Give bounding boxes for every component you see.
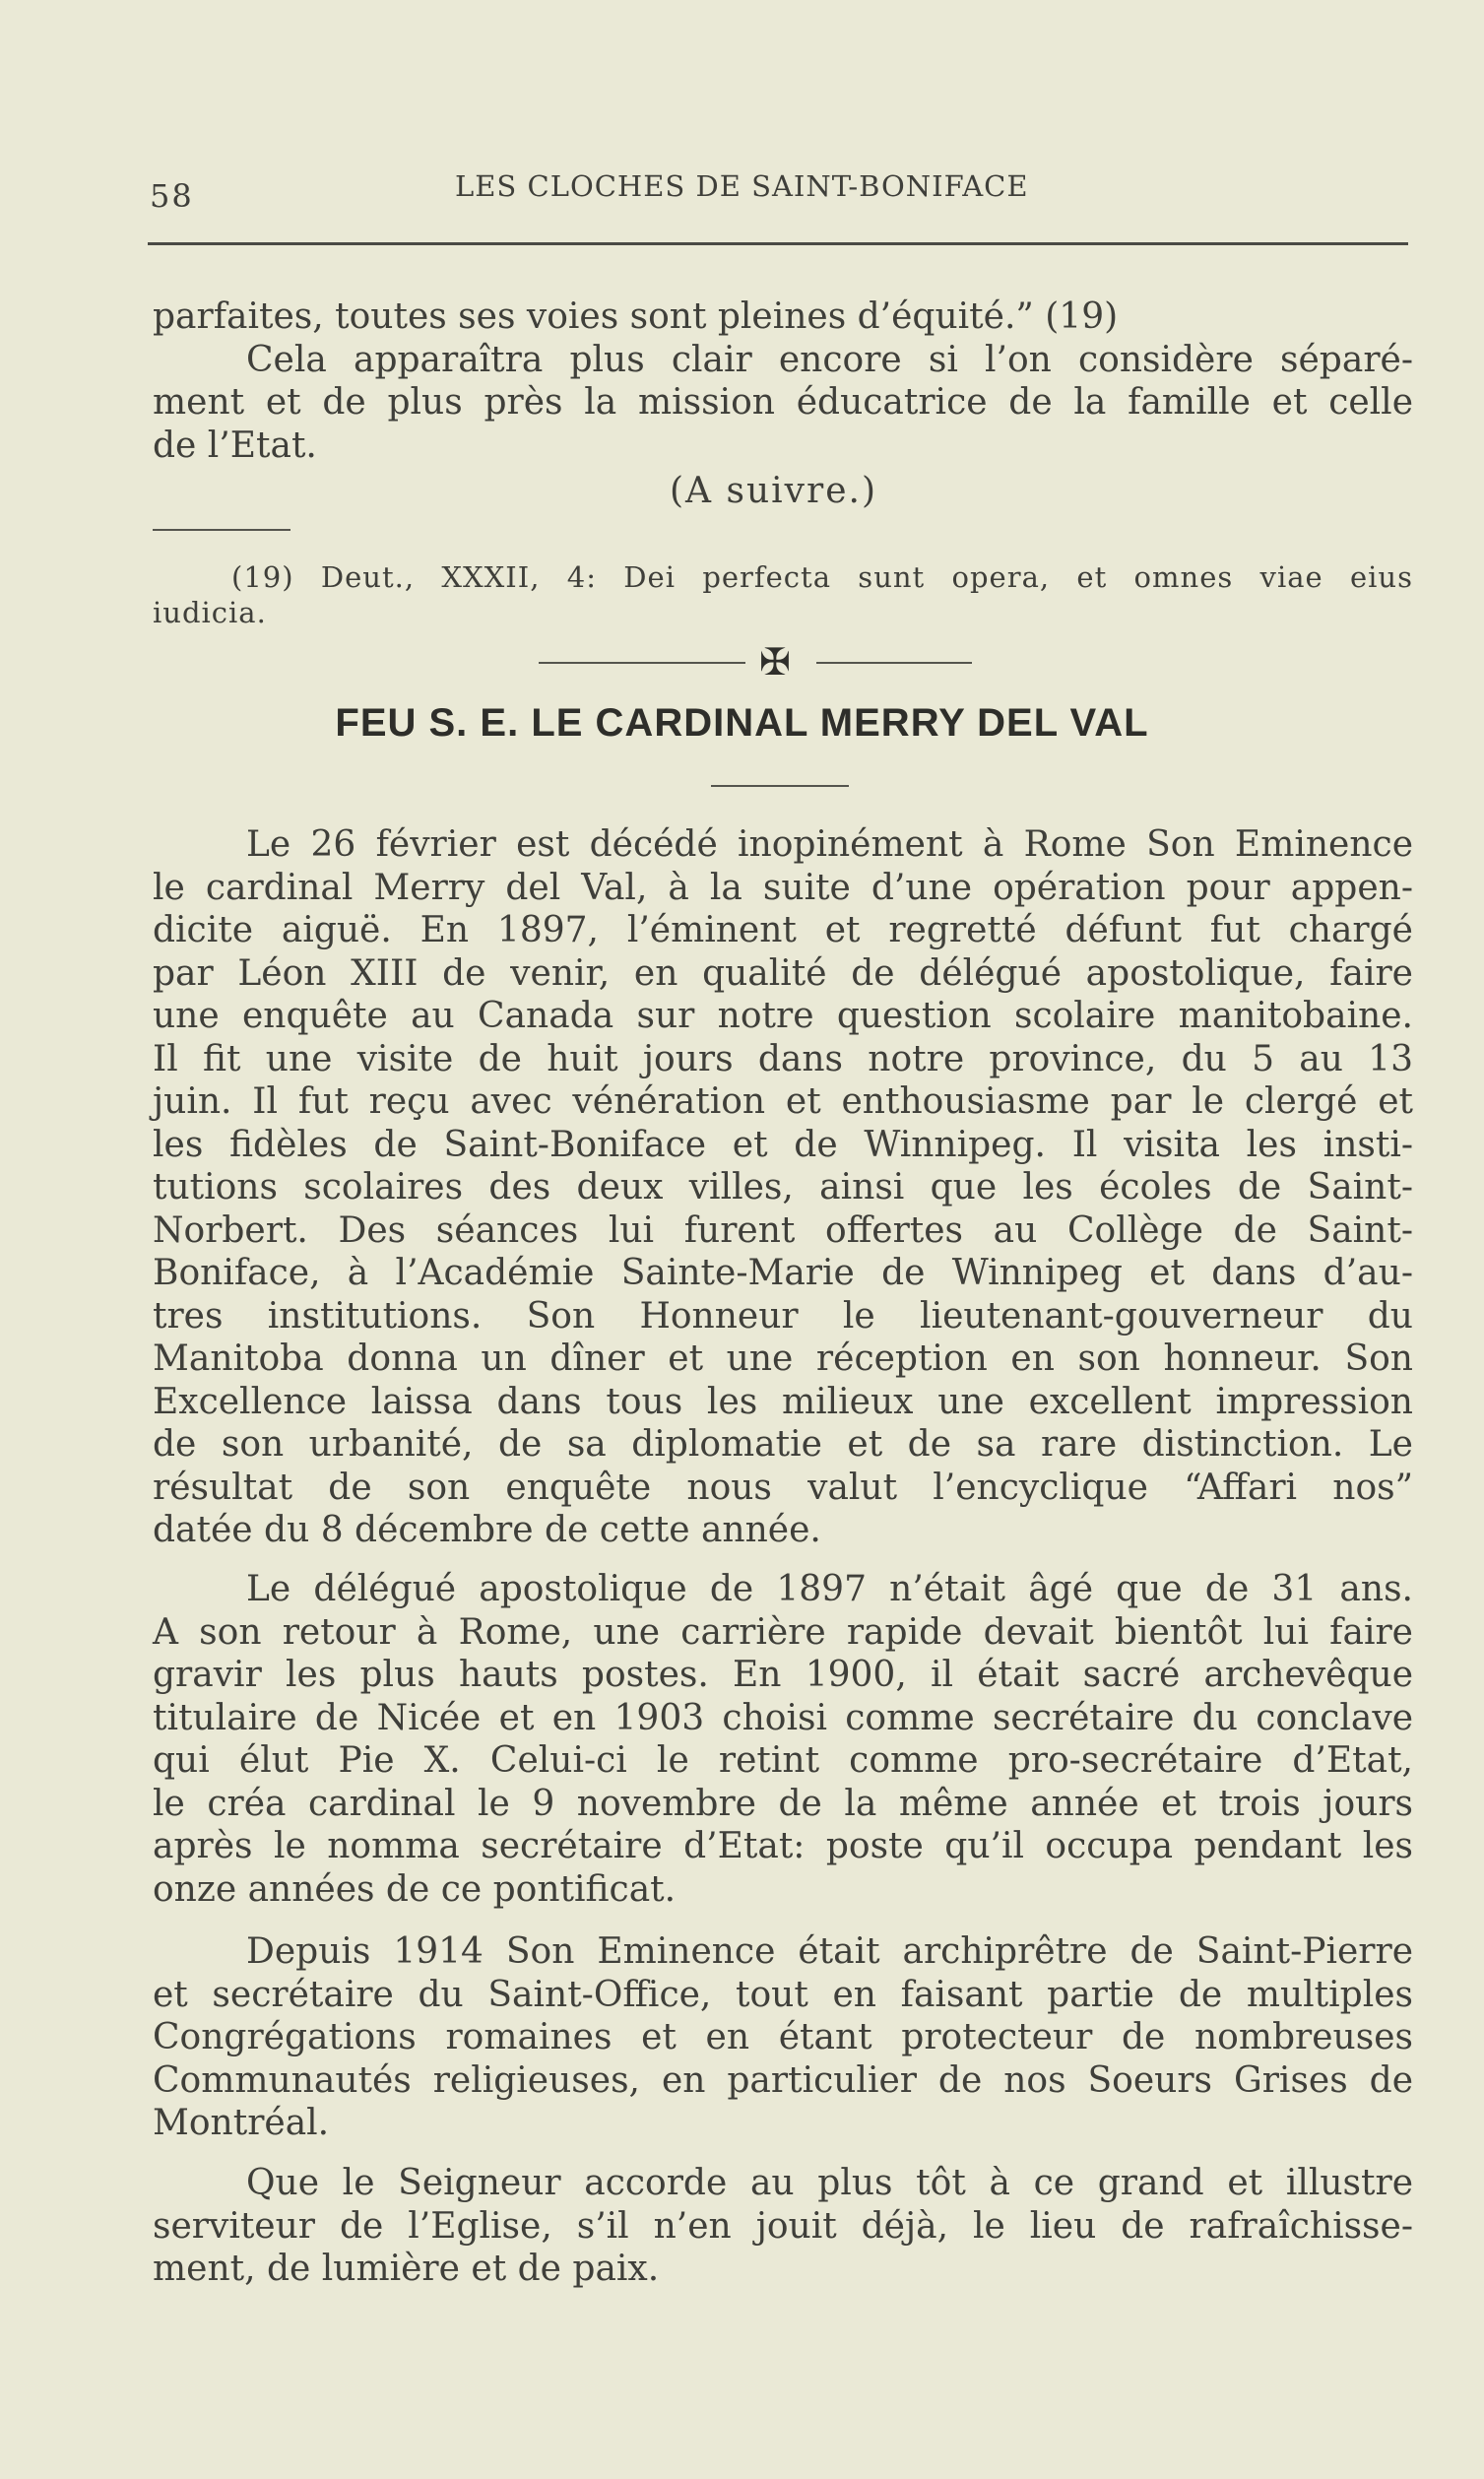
text-line: ment, de lumière et de paix. [153, 2249, 660, 2289]
text-line: Le délégué apostolique de 1897 n’était âgé que de 31 ans. [246, 1569, 1413, 1609]
text-line: de l’Etat. [153, 424, 317, 466]
text-line: une enquête au Canada sur notre question scolaire manitobaine. [153, 996, 1413, 1036]
title-rule [711, 785, 849, 787]
text-line: les fidèles de Saint-Boniface et de Winnipeg. Il visita les insti- [153, 1124, 1413, 1165]
text-line: Congrégations romaines et en étant protecteur de nombreuses [153, 2017, 1413, 2057]
text-line: résultat de son enquête nous valut l’encyclique “Affari nos” [153, 1467, 1413, 1508]
article-paragraph-1 [153, 823, 1413, 1552]
section-divider [539, 642, 972, 682]
article-title: FEU S. E. LE CARDINAL MERRY DEL VAL [335, 701, 1149, 745]
text-line: ment et de plus près la mission éducatrice de la famille et celle [153, 382, 1413, 423]
text-line: serviteur de l’Eglise, s’il n’en jouit déjà, le lieu de rafraîchisse- [153, 2205, 1413, 2247]
text-line: et secrétaire du Saint-Office, tout en faisant partie de multiples [153, 1974, 1413, 2015]
maltese-cross-icon: ✠ [759, 640, 791, 684]
page-header [148, 165, 1408, 215]
text-line: titulaire de Nicée et en 1903 choisi comme secrétaire du conclave [153, 1697, 1413, 1738]
text-line: Communautés religieuses, en particulier de nos Soeurs Grises de [153, 2059, 1413, 2101]
text-line: gravir les plus hauts postes. En 1900, il était sacré archevêque [153, 1655, 1413, 1695]
text-line: qui élut Pie X. Celui-ci le retint comme pro-secrétaire d’Etat, [153, 1740, 1413, 1781]
text-line: juin. Il fut reçu avec vénération et enthousiasme par le clergé et [153, 1081, 1413, 1122]
text-line: parfaites, toutes ses voies sont pleines d’équité.” (19) [153, 296, 1119, 337]
text-line: le créa cardinal le 9 novembre de la même année et trois jours [153, 1783, 1413, 1824]
divider-line-right [816, 662, 972, 664]
article-paragraph-4 [153, 2162, 1413, 2291]
text-line: Norbert. Des séances lui furent offertes au Collège de Saint- [153, 1209, 1413, 1251]
text-line: tutions scolaires des deux villes, ainsi que les écoles de Saint- [153, 1167, 1413, 1207]
text-line: datée du 8 décembre de cette année. [153, 1510, 821, 1550]
header-rule [148, 242, 1408, 245]
text-line: Il fit une visite de huit jours dans notre province, du 5 au 13 [153, 1038, 1413, 1079]
footnote-rule [153, 529, 290, 531]
text-line: onze années de ce pontificat. [153, 1868, 677, 1910]
page-number: 58 [150, 177, 194, 215]
text-line: Excellence laissa dans tous les milieux une excellent impression [153, 1381, 1413, 1422]
footnote-line: (19) Deut., XXXII, 4: Dei perfecta sunt opera, et omnes viae eius [231, 560, 1413, 594]
continuation-paragraph [153, 295, 1413, 467]
text-line: Le 26 février est décédé inopinément à Rome Son Eminence [246, 824, 1413, 865]
text-line: Montréal. [153, 2103, 330, 2143]
text-line: Cela apparaîtra plus clair encore si l’on considère séparé- [246, 339, 1413, 380]
text-line: Depuis 1914 Son Eminence était archiprêtre de Saint-Pierre [246, 1931, 1413, 1972]
article-paragraph-2 [153, 1568, 1413, 1911]
running-title: LES CLOCHES DE SAINT-BONIFACE [455, 169, 1029, 203]
text-line: par Léon XIII de venir, en qualité de délégué apostolique, faire [153, 952, 1413, 994]
text-line: de son urbanité, de sa diplomatie et de sa rare distinction. Le [153, 1424, 1413, 1465]
text-line: A son retour à Rome, une carrière rapide devait bientôt lui faire [153, 1611, 1413, 1653]
footnote [153, 559, 1413, 630]
article-paragraph-3 [153, 1930, 1413, 2145]
text-line: Manitoba donna un dîner et une réception en son honneur. Son [153, 1338, 1413, 1379]
text-line: après le nomma secrétaire d’Etat: poste qu’il occupa pendant les [153, 1826, 1413, 1866]
text-line: Boniface, à l’Académie Sainte-Marie de Winnipeg et dans d’au- [153, 1253, 1413, 1293]
text-line: tres institutions. Son Honneur le lieutenant-gouverneur du [153, 1295, 1413, 1337]
divider-line-left [539, 662, 745, 664]
to-be-continued: (A suivre.) [670, 471, 877, 511]
text-line: le cardinal Merry del Val, à la suite d’une opération pour appen- [153, 867, 1413, 908]
footnote-line: iudicia. [153, 596, 267, 629]
text-line: Que le Seigneur accorde au plus tôt à ce grand et illustre [246, 2163, 1413, 2203]
text-line: dicite aiguë. En 1897, l’éminent et regretté défunt fut chargé [153, 910, 1413, 950]
